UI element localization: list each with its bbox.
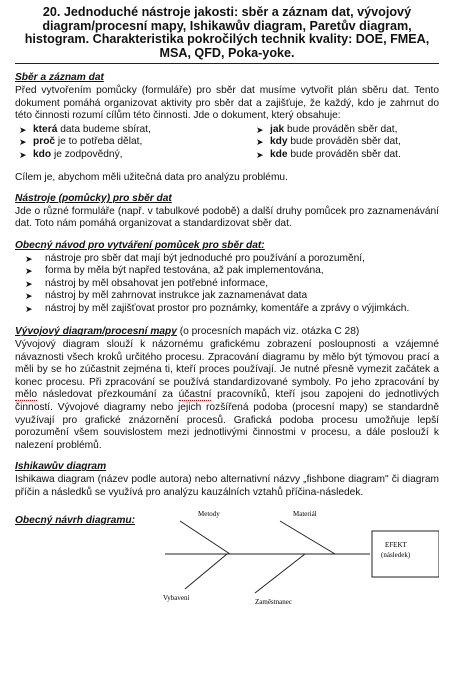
sber-paragraph: Před vytvořením pomůcky (formuláře) pro sběr dat musíme vytvořit plán sběru dat. Tento dokument pomáhá organizovat aktivity pro sběr dat a zajišťuje, že každý, kdo je zahrnut do této činnosti rozumí cílům této činnosti. Jde o dokument, který obsahuje: (15, 84, 439, 122)
sber-checklist-left (15, 124, 252, 162)
sber-goal: Cílem je, abychom měli užitečná data pro analýzu problému. (15, 171, 288, 183)
label-vybaveni: Vybavení (163, 594, 190, 603)
diagram-heading: Obecný návrh diagramu: (15, 515, 136, 527)
section-heading-navod: Obecný návod pro vytváření pomůcek pro sběr dat: (15, 239, 265, 251)
list-item-text: bude prováděn sběr dat. (287, 148, 401, 160)
list-item (19, 253, 439, 266)
arrow-bullet-icon: ➤ (256, 149, 264, 160)
effect-sublabel: (následek) (381, 551, 411, 560)
vyvojovy-text-melo: mělo (15, 389, 38, 401)
navod-list (15, 253, 439, 316)
list-item-text: forma by měla být napřed testována, až pak implementována, (45, 265, 324, 277)
list-item (15, 124, 252, 137)
list-item-keyword: která (33, 123, 58, 135)
vyvojovy-text-1: Vývojový diagram slouží k názornému grafickému zobrazení posloupnosti a vzájemné návaznosti všech kroků určitého procesu. Zpracování diagramu by mělo být týmovou prací a měli by se ho zúčastnit zejména ti, kteří proces používají. Je nutné přesně vymezit začátek a konec procesu. Při zpracování se používá standardizované symboly. Po jeho zpracování by (15, 339, 439, 388)
list-item (15, 149, 252, 162)
list-item-text: je zodpovědný, (51, 148, 123, 160)
vyvojovy-heading-suffix: (o procesních mapách viz. otázka C 28) (176, 326, 360, 338)
list-item-text: nástroje pro sběr dat mají být jednoduché pro používání a porozumění, (45, 252, 365, 264)
list-item (19, 290, 439, 303)
arrow-bullet-icon: ➤ (25, 253, 33, 264)
fishbone-diagram (15, 507, 439, 607)
vyvojovy-text-3: pracovníků, kteří jsou zapojeni do jednotlivých činností. Vývojové diagramy nebo jejich rozšířená podoba (procesní mapy) se standardně využívají pro grafické znázornění procesů. Grafická podoba procesu umožňuje lepší porozumění všem souvislostem mezi jednotlivými činnostmi v procesu, a dále poslouží k nalezení problémů. (15, 389, 439, 451)
list-item (19, 265, 439, 278)
arrow-bullet-icon: ➤ (19, 149, 27, 160)
document-page (15, 6, 439, 607)
list-item (15, 136, 252, 149)
vyvojovy-text-ucasti: účastní (178, 389, 212, 401)
vyvojovy-paragraph (15, 326, 439, 452)
list-item-keyword: jak (270, 123, 285, 135)
document-title: 20. Jednoduché nástroje jakosti: sběr a záznam dat, vývojový diagram/procesní mapy, Ishikawův diagram, Paretův diagram, histogram. Charakteristika pokročilých technik kvality: DOE, FMEA, MSA, QFD, Poka-yoke. (15, 6, 439, 64)
nastroje-paragraph: Jde o různé formuláře (např. v tabulkové podobě) a další druhy pomůcek pro zaznamenávání dat. Toto nám pomáhá organizovat a standardizovat sběr dat. (15, 205, 439, 230)
arrow-bullet-icon: ➤ (25, 266, 33, 277)
list-item-keyword: kdy (270, 136, 288, 148)
label-metody: Metody (198, 510, 220, 519)
arrow-bullet-icon: ➤ (25, 303, 33, 314)
label-material: Materiál (293, 510, 317, 519)
list-item (252, 124, 401, 137)
sber-checklist (15, 124, 439, 162)
section-heading-sber: Sběr a záznam dat (15, 72, 104, 84)
list-item (19, 303, 439, 316)
arrow-bullet-icon: ➤ (19, 124, 27, 135)
arrow-bullet-icon: ➤ (256, 124, 264, 135)
sber-checklist-right (252, 124, 401, 162)
arrow-bullet-icon: ➤ (256, 137, 264, 148)
fishbone-bone-bottom-left (185, 554, 227, 589)
section-heading-ishikawa: Ishikawův diagram (15, 461, 107, 473)
arrow-bullet-icon: ➤ (25, 291, 33, 302)
list-item-text: data budeme sbírat, (57, 123, 151, 135)
ishikawa-paragraph: Ishikawa diagram (název podle autora) nebo alternativní názvy „fishbone diagram" či diagram příčin a následků se využívá pro analýzu kauzálních vztahů příčina-následek. (15, 474, 439, 498)
list-item-keyword: kde (270, 148, 288, 160)
list-item (252, 136, 401, 149)
list-item-text: bude prováděn sběr dat, (287, 136, 401, 148)
vyvojovy-text-2: následovat přezkoumání za (37, 389, 179, 401)
list-item-keyword: kdo (33, 148, 52, 160)
arrow-bullet-icon: ➤ (19, 137, 27, 148)
fishbone-bone-bottom-right (255, 554, 305, 593)
list-item-text: nástroj by měl zahrnovat instrukce jak zaznamenávat data (45, 290, 308, 302)
fishbone-bone-top-left (180, 521, 230, 554)
list-item-text: bude prováděn sběr dat, (284, 123, 398, 135)
list-item-keyword: proč (33, 136, 56, 148)
effect-label: EFEKT (385, 541, 407, 550)
label-zamestnanec: Zaměstnanec (255, 598, 292, 607)
arrow-bullet-icon: ➤ (25, 278, 33, 289)
list-item-text: nástroj by měl obsahovat jen potřebné informace, (45, 277, 269, 289)
section-heading-vyvojovy: Vývojový diagram/procesní mapy (15, 326, 177, 338)
list-item-text: je to potřeba dělat, (55, 136, 143, 148)
list-item (19, 278, 439, 291)
list-item-text: nástroj by měl zajišťovat prostor pro poznámky, komentáře a zprávy o výjimkách. (45, 302, 410, 314)
section-heading-nastroje: Nástroje (pomůcky) pro sběr dat (15, 193, 172, 205)
fishbone-diagram-area (15, 507, 439, 607)
list-item (252, 149, 401, 162)
fishbone-bone-top-right (280, 521, 335, 554)
